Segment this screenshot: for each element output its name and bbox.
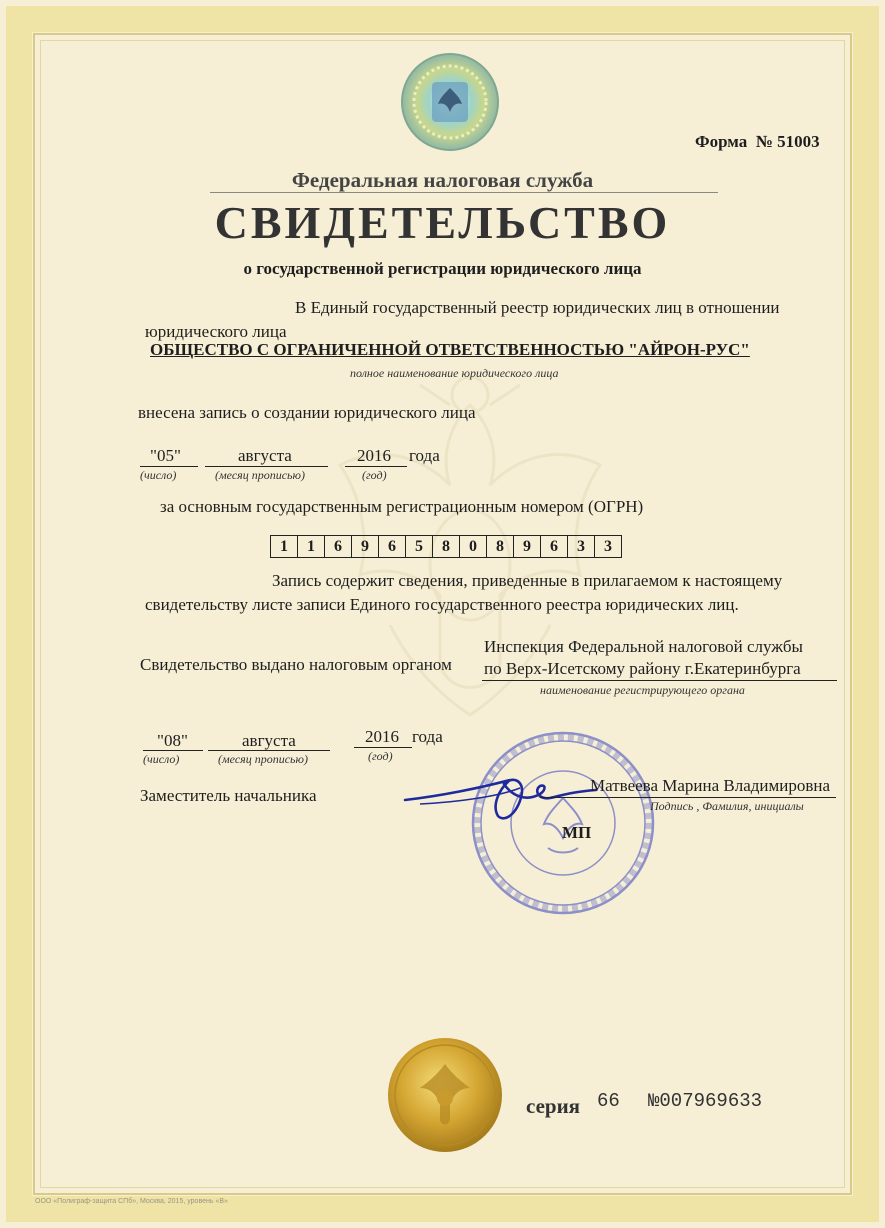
ogrn-digit: 1 bbox=[271, 536, 298, 557]
serial-number: №007969633 bbox=[648, 1090, 763, 1112]
ogrn-digit: 3 bbox=[604, 538, 612, 555]
series-label: серия bbox=[526, 1094, 581, 1118]
intro-line-2: юридического лица bbox=[145, 322, 287, 341]
authority-caption: наименование регистрирующего органа bbox=[540, 683, 745, 697]
ogrn-digit: 6 bbox=[541, 536, 568, 557]
agency-name: Федеральная налоговая служба bbox=[291, 168, 594, 192]
form-number bbox=[695, 132, 820, 152]
signature-caption: Подпись , Фамилия, инициалы bbox=[650, 799, 804, 813]
entry-year-suffix: года bbox=[409, 446, 440, 465]
ogrn-digit: 5 bbox=[406, 536, 433, 557]
issue-month-caption: (месяц прописью) bbox=[218, 752, 308, 766]
printer-note: ООО «Полиграф-защита СПб», Москва, 2015, уровень «В» bbox=[35, 1198, 228, 1205]
ogrn-digit: 6 bbox=[379, 536, 406, 557]
ogrn-digit: 8 bbox=[433, 536, 460, 557]
issue-month-line bbox=[208, 750, 330, 751]
issue-day-caption: (число) bbox=[143, 752, 180, 766]
record-line-2: свидетельству листе записи Единого государственного реестра юридических лиц. bbox=[145, 595, 739, 614]
ogrn-text: за основным государственным регистрационным номером (ОГРН) bbox=[160, 497, 644, 516]
issue-day-line bbox=[143, 750, 203, 751]
form-label: Форма bbox=[695, 132, 748, 151]
agency-underline bbox=[210, 192, 718, 193]
issue-year-suffix: года bbox=[412, 727, 443, 746]
issue-day: "08" bbox=[157, 731, 188, 750]
company-caption: полное наименование юридического лица bbox=[350, 366, 559, 380]
form-number-value: № 51003 bbox=[755, 132, 820, 151]
authority-underline bbox=[482, 680, 837, 681]
ogrn-digit: 8 bbox=[487, 536, 514, 557]
issue-year: 2016 bbox=[365, 727, 399, 746]
document-title: СВИДЕТЕЛЬСТВО bbox=[214, 197, 671, 248]
intro-line-1: В Единый государственный реестр юридических лиц в отношении bbox=[295, 298, 780, 317]
issue-year-line bbox=[354, 747, 412, 748]
authority-line-2: по Верх-Исетскому району г.Екатеринбурга bbox=[484, 659, 801, 678]
signature-underline bbox=[540, 797, 836, 798]
entry-day-caption: (число) bbox=[140, 468, 177, 482]
entry-month-line bbox=[205, 466, 328, 467]
issued-by-text: Свидетельство выдано налоговым органом bbox=[140, 655, 452, 674]
entry-year: 2016 bbox=[357, 446, 391, 465]
hologram-emblem bbox=[400, 52, 500, 152]
official-name: Матвеева Марина Владимировна bbox=[590, 776, 831, 795]
entry-day: "05" bbox=[150, 446, 181, 465]
mp-label: МП bbox=[562, 823, 592, 842]
ogrn-digit: 6 bbox=[325, 536, 352, 557]
entry-year-caption: (год) bbox=[362, 468, 387, 482]
document-subtitle: о государственной регистрации юридического лица bbox=[243, 259, 642, 278]
series-value: 66 bbox=[597, 1090, 620, 1112]
entry-month: августа bbox=[238, 446, 292, 465]
entry-month-caption: (месяц прописью) bbox=[215, 468, 305, 482]
ogrn-digit: 1 bbox=[298, 536, 325, 557]
official-position: Заместитель начальника bbox=[140, 786, 317, 805]
entry-day-line bbox=[140, 466, 198, 467]
issue-month: августа bbox=[242, 731, 296, 750]
gold-seal bbox=[386, 1036, 504, 1154]
ogrn-digit: 3 bbox=[568, 536, 595, 557]
ogrn-digit: 0 bbox=[460, 536, 487, 557]
ogrn-digit: 9 bbox=[514, 536, 541, 557]
company-name: ОБЩЕСТВО С ОГРАНИЧЕННОЙ ОТВЕТСТВЕННОСТЬЮ "АЙРОН-РУС" bbox=[150, 340, 750, 359]
entry-text: внесена запись о создании юридического лица bbox=[138, 403, 476, 422]
entry-year-line bbox=[345, 466, 407, 467]
record-line-1: Запись содержит сведения, приведенные в прилагаемом к настоящему bbox=[272, 571, 783, 590]
ogrn-number-box bbox=[270, 535, 622, 558]
ogrn-digit: 9 bbox=[352, 536, 379, 557]
authority-line-1: Инспекция Федеральной налоговой службы bbox=[484, 637, 803, 656]
issue-year-caption: (год) bbox=[368, 749, 393, 763]
